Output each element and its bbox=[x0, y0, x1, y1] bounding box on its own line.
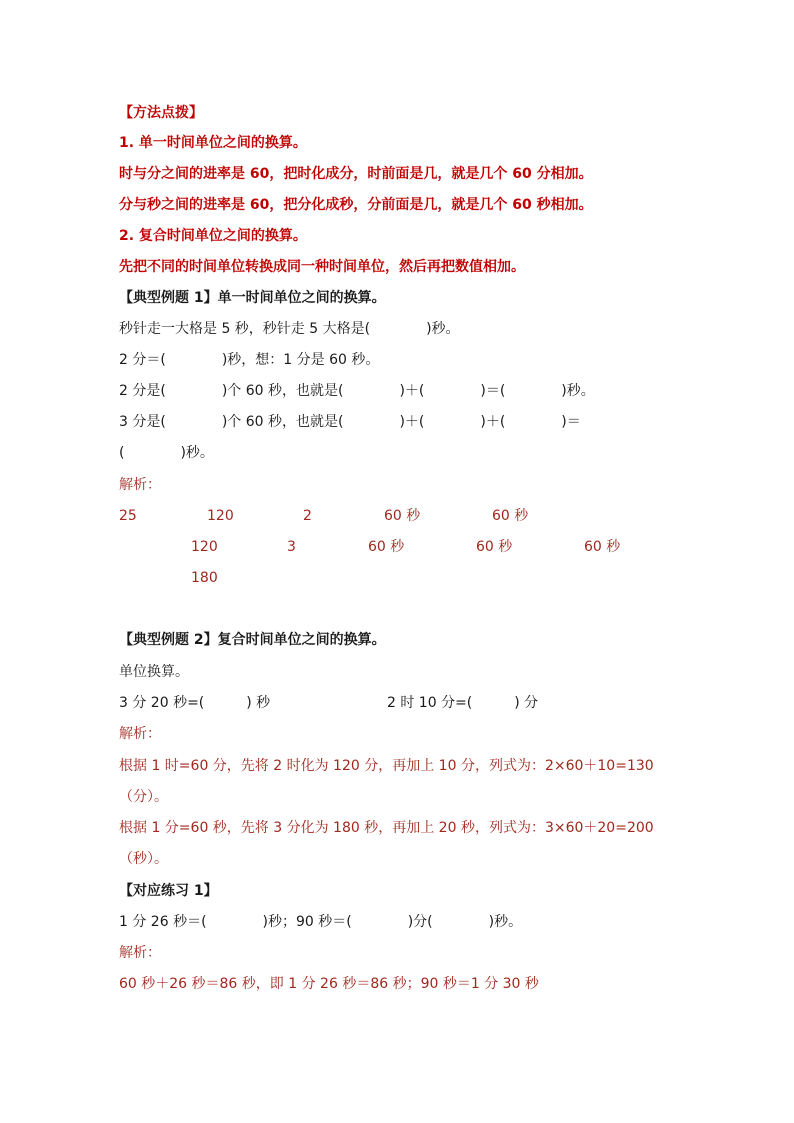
example1-question2: 2 分＝( )秒，想：1 分是 60 秒。 bbox=[119, 352, 380, 368]
example2-heading: 【典型例题 2】复合时间单位之间的换算。 bbox=[119, 632, 386, 648]
example1-analysis-label: 解析： bbox=[119, 477, 161, 493]
example1-answer: 60 秒 bbox=[476, 539, 513, 555]
example2-question-left: 3 分 20 秒=( ) 秒 bbox=[119, 695, 271, 711]
practice1-analysis-label: 解析： bbox=[119, 945, 161, 961]
method-heading: 【方法点拨】 bbox=[119, 105, 203, 121]
example1-question4a: 3 分是( )个 60 秒，也就是( )＋( )＋( )＝ bbox=[119, 414, 581, 430]
example1-question1: 秒针走一大格是 5 秒，秒针走 5 大格是( )秒。 bbox=[119, 321, 460, 337]
practice1-answer: 60 秒＋26 秒＝86 秒，即 1 分 26 秒＝86 秒；90 秒＝1 分 30 秒 bbox=[119, 976, 539, 992]
example2-answer2-line2: （秒）。 bbox=[119, 851, 168, 867]
example1-answer: 3 bbox=[287, 539, 296, 555]
example1-answer: 120 bbox=[207, 508, 234, 524]
method-point1-line1: 时与分之间的进率是 60，把时化成分，时前面是几，就是几个 60 分相加。 bbox=[119, 166, 593, 182]
example1-answer: 60 秒 bbox=[584, 539, 621, 555]
method-point2-line1: 先把不同的时间单位转换成同一种时间单位，然后再把数值相加。 bbox=[119, 259, 525, 275]
example1-question3: 2 分是( )个 60 秒，也就是( )＋( )＝( )秒。 bbox=[119, 383, 595, 399]
method-point2-title: 2. 复合时间单位之间的换算。 bbox=[119, 228, 307, 244]
example1-heading: 【典型例题 1】单一时间单位之间的换算。 bbox=[119, 290, 386, 306]
practice1-question: 1 分 26 秒＝( )秒；90 秒＝( )分( )秒。 bbox=[119, 914, 523, 930]
method-point1-title: 1. 单一时间单位之间的换算。 bbox=[119, 135, 307, 151]
example1-answer: 60 秒 bbox=[368, 539, 405, 555]
example1-answer: 180 bbox=[191, 570, 218, 586]
example1-answer: 25 bbox=[119, 508, 137, 524]
example1-answer: 60 秒 bbox=[492, 508, 529, 524]
example1-answer: 2 bbox=[303, 508, 312, 524]
method-point1-line2: 分与秒之间的进率是 60，把分化成秒，分前面是几，就是几个 60 秒相加。 bbox=[119, 197, 593, 213]
practice1-heading: 【对应练习 1】 bbox=[119, 883, 218, 899]
example2-answer2-line1: 根据 1 分=60 秒，先将 3 分化为 180 秒，再加上 20 秒，列式为：3×60＋20=200 bbox=[119, 820, 654, 836]
example1-question4b: ( )秒。 bbox=[119, 445, 214, 461]
example1-answer: 120 bbox=[191, 539, 218, 555]
example2-question-right: 2 时 10 分=( ) 分 bbox=[387, 695, 539, 711]
example2-analysis-label: 解析： bbox=[119, 726, 161, 742]
example2-answer1-line2: （分）。 bbox=[119, 789, 168, 805]
example2-answer1-line1: 根据 1 时=60 分，先将 2 时化为 120 分，再加上 10 分，列式为：2×60＋10=130 bbox=[119, 758, 654, 774]
example2-intro: 单位换算。 bbox=[119, 664, 189, 680]
example1-answer: 60 秒 bbox=[384, 508, 421, 524]
